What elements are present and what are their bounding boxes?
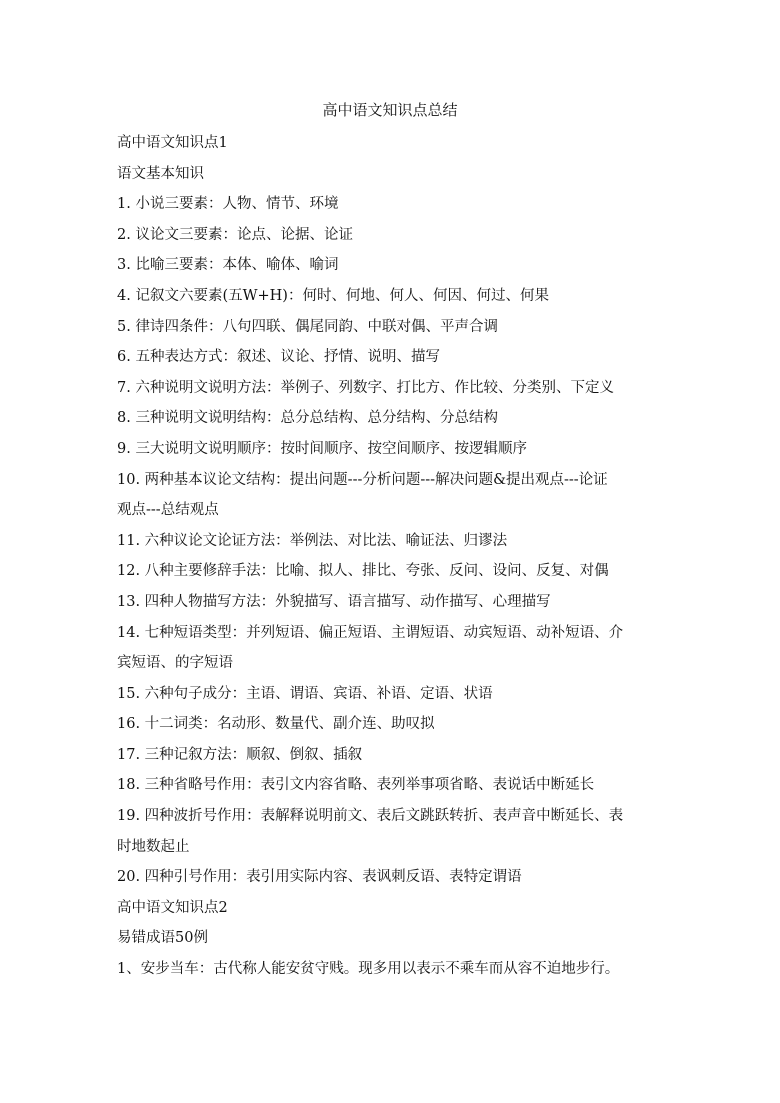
text-line: 2. 议论文三要素：论点、论据、论证 <box>117 226 353 243</box>
text-line: 15. 六种句子成分：主语、谓语、宾语、补语、定语、状语 <box>117 685 493 702</box>
text-line: 1、安步当车：古代称人能安贫守贱。现多用以表示不乘车而从容不迫地步行。 <box>117 961 620 978</box>
text-line: 17. 三种记叙方法：顺叙、倒叙、插叙 <box>117 746 363 763</box>
text-line: 6. 五种表达方式：叙述、议论、抒情、说明、描写 <box>117 349 440 366</box>
text-line: 13. 四种人物描写方法：外貌描写、语言描写、动作描写、心理描写 <box>117 593 551 610</box>
text-line: 4. 记叙文六要素(五W+H)：何时、何地、何人、何因、何过、何果 <box>117 287 549 304</box>
text-line: 易错成语50例 <box>117 930 208 947</box>
text-line: 时地数起止 <box>117 838 190 855</box>
document-title: 高中语文知识点总结 <box>322 101 458 119</box>
text-line: 20. 四种引号作用：表引用实际内容、表讽刺反语、表特定谓语 <box>117 869 522 886</box>
text-line: 宾短语、的字短语 <box>117 655 233 672</box>
text-line: 观点---总结观点 <box>117 502 219 519</box>
text-line: 19. 四种波折号作用：表解释说明前文、表后文跳跃转折、表声音中断延长、表 <box>117 808 624 825</box>
text-line: 5. 律诗四条件：八句四联、偶尾同韵、中联对偶、平声合调 <box>117 318 498 335</box>
document-body <box>117 128 665 985</box>
text-line: 3. 比喻三要素：本体、喻体、喻词 <box>117 257 339 274</box>
text-line: 10. 两种基本议论文结构：提出问题---分析问题---解决问题&提出观点---论证 <box>117 471 608 488</box>
text-line: 1. 小说三要素：人物、情节、环境 <box>117 196 339 213</box>
text-line: 9. 三大说明文说明顺序：按时间顺序、按空间顺序、按逻辑顺序 <box>117 440 527 457</box>
text-line: 18. 三种省略号作用：表引文内容省略、表列举事项省略、表说话中断延长 <box>117 777 595 794</box>
text-line: 7. 六种说明文说明方法：举例子、列数字、打比方、作比较、分类别、下定义 <box>117 379 614 396</box>
text-line: 11. 六种议论文论证方法：举例法、对比法、喻证法、归谬法 <box>117 532 508 549</box>
text-line: 高中语文知识点1 <box>117 135 228 151</box>
section-heading: 高中语文知识点2 <box>117 899 228 916</box>
text-line: 语文基本知识 <box>117 165 204 182</box>
text-line: 12. 八种主要修辞手法：比喻、拟人、排比、夸张、反问、设问、反复、对偶 <box>117 563 609 580</box>
text-line: 14. 七种短语类型：并列短语、偏正短语、主谓短语、动宾短语、动补短语、介 <box>117 624 624 641</box>
text-line: 16. 十二词类：名动形、数量代、副介连、助叹拟 <box>117 716 435 733</box>
text-line: 8. 三种说明文说明结构：总分总结构、总分结构、分总结构 <box>117 410 498 427</box>
